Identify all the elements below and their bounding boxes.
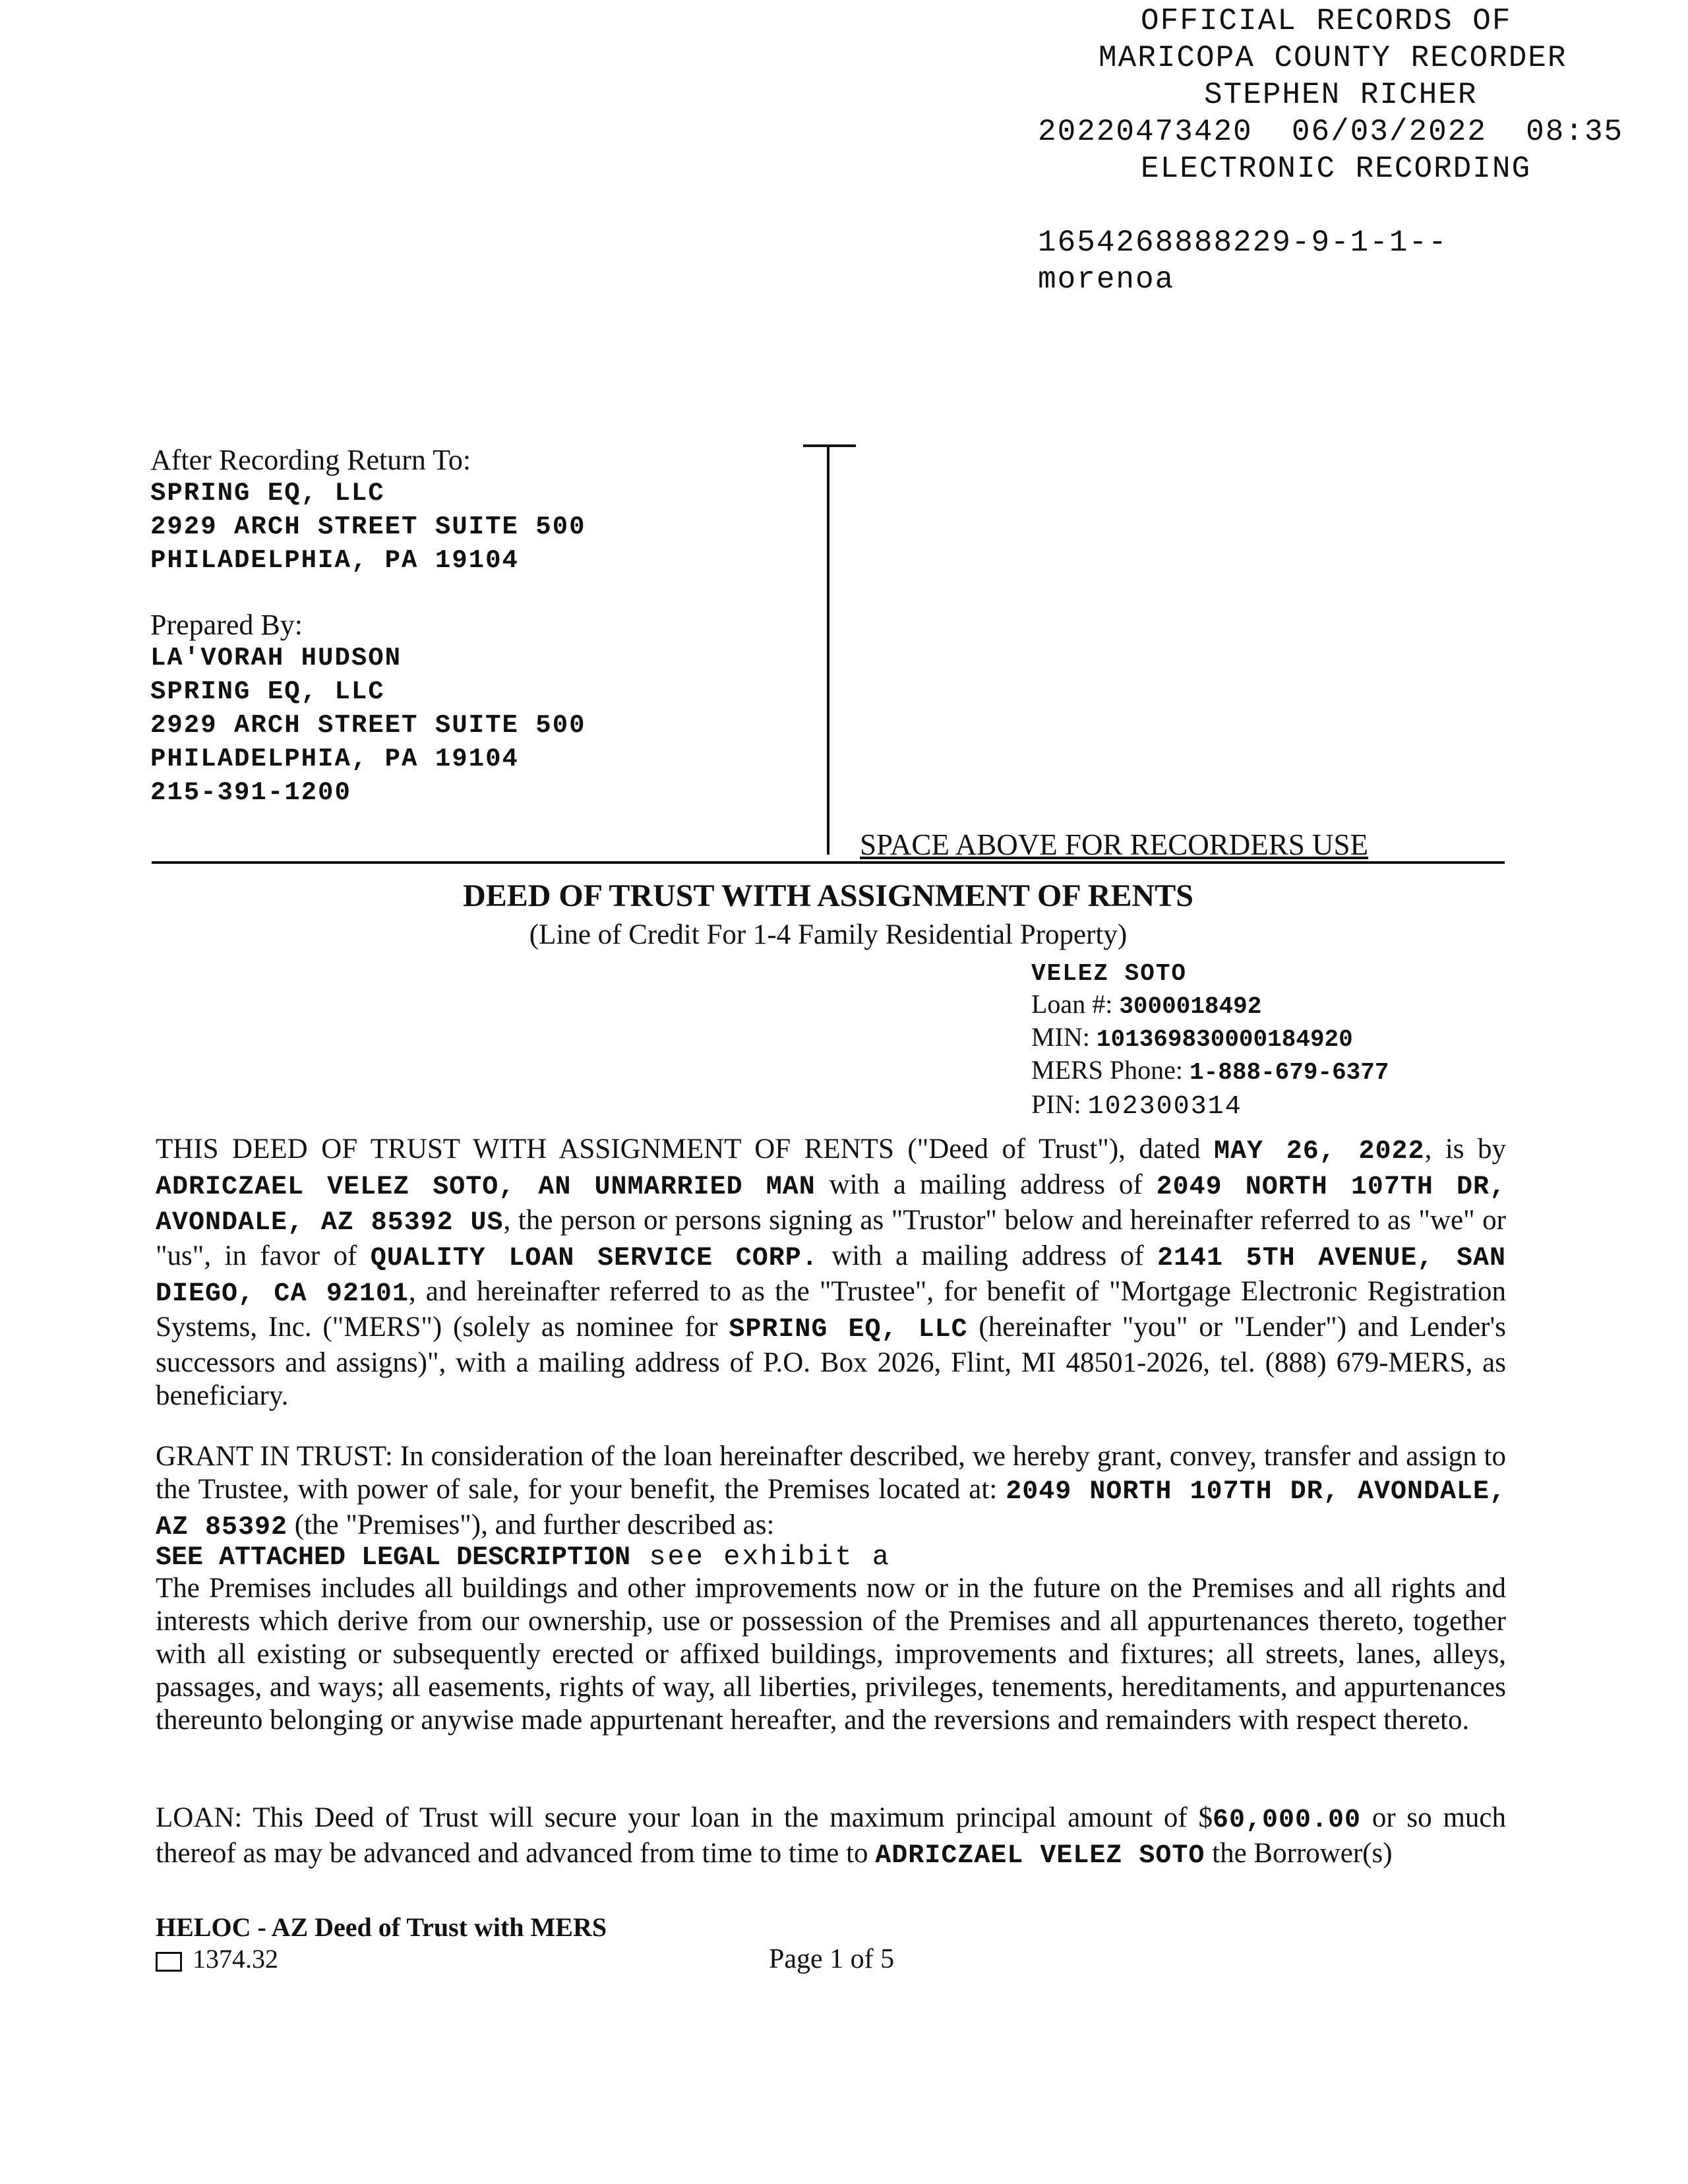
intro-text-1: THIS DEED OF TRUST WITH ASSIGNMENT OF RENTS ("Deed of Trust"), dated [156, 1134, 1215, 1165]
divider-vertical [827, 446, 829, 855]
min-label: MIN: [1031, 1022, 1090, 1052]
return-to-city: PHILADELPHIA, PA 19104 [150, 546, 519, 575]
intro-text-4: , the person or persons signing as "Trustor" below and hereinafter referred to as "we" or "us", in favor of [156, 1205, 1506, 1271]
intro-text-6: , and hereinafter referred to as the "Trustee", for benefit of "Mortgage Electronic Registration Systems, Inc. ("MERS") (solely as nominee for [156, 1276, 1506, 1343]
recorder-ref-id: 1654268888229-9-1-1-- [1038, 226, 1448, 260]
recorder-line-1: OFFICIAL RECORDS OF [1141, 4, 1512, 38]
borrower-surname: VELEZ SOTO [1031, 960, 1188, 987]
trustor-name: ADRICZAEL VELEZ SOTO, AN UNMARRIED MAN [156, 1172, 816, 1202]
trustee-name: QUALITY LOAN SERVICE CORP. [370, 1244, 818, 1273]
page-number: Page 1 of 5 [769, 1944, 895, 1974]
return-to-street: 2929 ARCH STREET SUITE 500 [150, 512, 586, 541]
prepared-by-block [150, 608, 586, 810]
document-subtitle: (Line of Credit For 1-4 Family Residential Property) [529, 919, 1128, 950]
form-code-row [156, 1944, 278, 1974]
recorder-line-2: MARICOPA COUNTY RECORDER [1099, 41, 1567, 75]
form-logo-icon [156, 1952, 182, 1972]
grant-text-1: GRANT IN TRUST: In consideration of the loan hereinafter described, we hereby grant, convey, transfer and assign to the Trustee, with power of sale, for your benefit, the Premises located at: [156, 1441, 1506, 1505]
pin-label: PIN: [1031, 1089, 1081, 1119]
pin-number: 102300314 [1087, 1092, 1242, 1122]
divider-cap [803, 444, 856, 447]
record-time: 08:35 [1526, 115, 1624, 149]
prepared-by-person: LA'VORAH HUDSON [150, 644, 402, 673]
recorder-clerk: morenoa [1038, 262, 1175, 297]
recorder-line-4 [1038, 113, 1623, 151]
return-to-block [150, 443, 586, 578]
return-to-name: SPRING EQ, LLC [150, 479, 385, 508]
intro-text-7: (hereinafter "you" or "Lender") and Lender's successors and assigns)", with a mailing address of P.O. Box 2026, Flint, MI 48501-2026, tel. (888) 679-MERS, as beneficiary. [156, 1312, 1506, 1411]
trustee-address: 2141 5TH AVENUE, SAN DIEGO, CA 92101 [156, 1244, 1506, 1309]
loan-number: 3000018492 [1119, 993, 1262, 1020]
loan-paragraph [156, 1802, 1506, 1873]
loan-number-row [1031, 989, 1389, 1022]
premises-address: 2049 NORTH 107TH DR, AVONDALE, AZ 85392 [156, 1477, 1506, 1542]
intro-paragraph [156, 1133, 1506, 1412]
legal-description-row [156, 1539, 891, 1575]
fee-number: 20220473420 [1038, 115, 1253, 149]
recorder-line-3: STEPHEN RICHER [1204, 78, 1478, 112]
mers-phone: 1-888-679-6377 [1190, 1059, 1389, 1086]
prepared-by-street: 2929 ARCH STREET SUITE 500 [150, 711, 586, 740]
loan-number-label: Loan #: [1031, 989, 1113, 1019]
return-to-label: After Recording Return To: [150, 444, 471, 476]
exhibit-reference: see exhibit a [630, 1541, 891, 1573]
loan-borrower: ADRICZAEL VELEZ SOTO [875, 1841, 1205, 1871]
premises-paragraph: The Premises includes all buildings and other improvements now or in the future on the Premises and all rights and interests which derive from our ownership, use or possession of the Premises and all appurtenances thereto, together with all existing or subsequently erected or affixed buildings, improvements and fixtures; all streets, lanes, alleys, passages, and ways; all easements, rights of way, all liberties, privileges, tenements, hereditaments, and appurtenances thereunto belonging or anywise made appurtenant hereafter, and the reversions and remainders with respect thereto. [156, 1573, 1506, 1736]
intro-text-3: with a mailing address of [815, 1169, 1157, 1200]
loan-text-2: or so much thereof as may be advanced and advanced from time to time to [156, 1802, 1506, 1869]
recorder-line-5: ELECTRONIC RECORDING [1141, 152, 1532, 186]
lender-name: SPRING EQ, LLC [729, 1315, 968, 1345]
form-name: HELOC - AZ Deed of Trust with MERS [156, 1912, 607, 1942]
intro-text-2: , is by [1424, 1134, 1507, 1165]
mers-phone-label: MERS Phone: [1031, 1055, 1184, 1085]
grant-paragraph [156, 1440, 1506, 1544]
grant-text-2: (the "Premises"), and further described as: [287, 1509, 775, 1540]
record-date: 06/03/2022 [1291, 115, 1487, 149]
prepared-by-name: SPRING EQ, LLC [150, 677, 385, 706]
mers-phone-row [1031, 1055, 1389, 1088]
document-title: DEED OF TRUST WITH ASSIGNMENT OF RENTS [463, 878, 1193, 913]
loan-amount: 60,000.00 [1212, 1805, 1362, 1835]
intro-text-5: with a mailing address of [818, 1240, 1157, 1271]
form-code: 1374.32 [193, 1944, 278, 1974]
loan-text-3: the Borrower(s) [1205, 1838, 1393, 1869]
prepared-by-label: Prepared By: [150, 609, 303, 641]
prepared-by-city: PHILADELPHIA, PA 19104 [150, 744, 519, 774]
deed-date: MAY 26, 2022 [1214, 1137, 1425, 1167]
trustor-address: 2049 NORTH 107TH DR, AVONDALE, AZ 85392 US [156, 1172, 1506, 1238]
loan-text-1: LOAN: This Deed of Trust will secure your loan in the maximum principal amount of $ [156, 1802, 1213, 1833]
min-row [1031, 1022, 1389, 1055]
min-number: 101369830000184920 [1096, 1026, 1353, 1053]
horizontal-rule [152, 861, 1505, 864]
loan-info-block [1031, 959, 1389, 1124]
prepared-by-phone: 215-391-1200 [150, 778, 351, 807]
recorders-space-label: SPACE ABOVE FOR RECORDERS USE [860, 828, 1369, 861]
legal-description: SEE ATTACHED LEGAL DESCRIPTION [156, 1543, 631, 1573]
pin-row [1031, 1088, 1389, 1124]
